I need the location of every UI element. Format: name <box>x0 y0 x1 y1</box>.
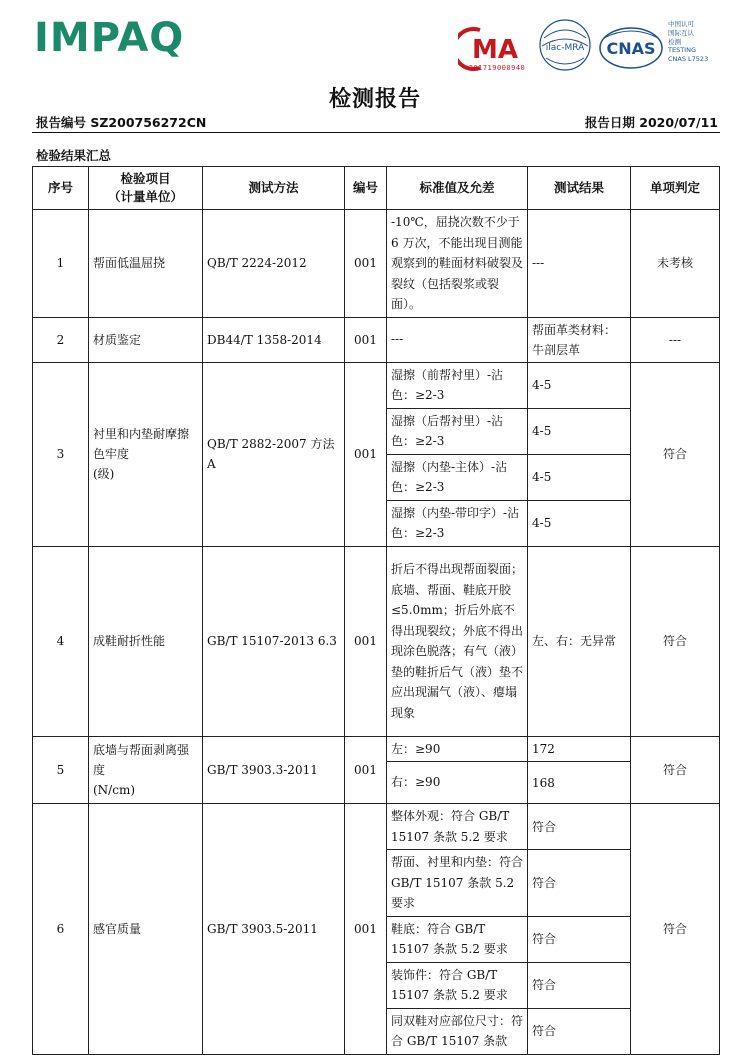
sample-code: 001 <box>345 362 387 546</box>
standard-value: 装饰件：符合 GB/T 15107 条款 5.2 要求 <box>387 962 528 1008</box>
row-number: 4 <box>33 546 89 736</box>
table-row <box>33 362 720 408</box>
table-row <box>33 546 720 736</box>
report-date: 报告日期 2020/07/11 <box>584 115 718 130</box>
standard-value: 湿擦（前帮衬里）-沾色：≥2-3 <box>387 362 528 408</box>
test-item: 成鞋耐折性能 <box>89 546 203 736</box>
cnas-line: CNAS L7523 <box>668 55 709 64</box>
test-result: 左、右：无异常 <box>528 546 631 736</box>
standard-value: 右：≥90 <box>387 762 528 804</box>
column-header: 单项判定 <box>631 167 720 210</box>
verdict: 符合 <box>631 546 720 736</box>
table-body <box>33 210 720 1055</box>
table-row <box>33 317 720 362</box>
column-header: 测试结果 <box>528 167 631 210</box>
table-row <box>33 210 720 318</box>
column-header: 检验项目 （计量单位） <box>89 167 203 210</box>
test-result: 符合 <box>528 962 631 1008</box>
verdict: 符合 <box>631 736 720 804</box>
column-header: 测试方法 <box>203 167 345 210</box>
column-header: 序号 <box>33 167 89 210</box>
table-row <box>33 804 720 850</box>
standard-value: 折后不得出现帮面裂面；底墙、帮面、鞋底开胶≤5.0mm；折后外底不得出现裂纹；外底不得出现涂色脱落；有气（液）垫的鞋折后气（液）垫不应出现漏气（液）、瘪塌现象 <box>387 546 528 736</box>
table-row <box>33 736 720 762</box>
sample-code: 001 <box>345 210 387 318</box>
report-number: 报告编号 SZ200756272CN <box>36 115 207 130</box>
verdict: 未考核 <box>631 210 720 318</box>
divider <box>32 132 720 133</box>
standard-value: -10℃，屈挠次数不少于 6 万次，不能出现目测能观察到的鞋面材料破裂及裂纹（包括裂浆或裂面）。 <box>387 210 528 318</box>
row-number: 1 <box>33 210 89 318</box>
test-result: 4-5 <box>528 454 631 500</box>
test-method: DB44/T 1358-2014 <box>203 317 345 362</box>
cnas-line: 检测 <box>668 37 681 46</box>
verdict: 符合 <box>631 804 720 1055</box>
row-number: 2 <box>33 317 89 362</box>
test-result: 符合 <box>528 850 631 917</box>
page-title: 检测报告 <box>328 87 421 112</box>
test-method: GB/T 15107-2013 6.3 <box>203 546 345 736</box>
cma-number: 201719000940 <box>468 64 526 72</box>
test-method: GB/T 3903.3-2011 <box>203 736 345 804</box>
sample-code: 001 <box>345 736 387 804</box>
cma-text: MA <box>472 35 518 65</box>
standard-value: 同双鞋对应部位尺寸：符合 GB/T 15107 条款 <box>387 1008 528 1054</box>
row-number: 6 <box>33 804 89 1055</box>
standard-value: 左：≥90 <box>387 736 528 762</box>
test-method: QB/T 2224-2012 <box>203 210 345 318</box>
test-item: 帮面低温屈挠 <box>89 210 203 318</box>
test-result: 168 <box>528 762 631 804</box>
cnas-line: TESTING <box>668 46 696 55</box>
verdict: --- <box>631 317 720 362</box>
standard-value: 湿擦（内垫-带印字）-沾色：≥2-3 <box>387 500 528 546</box>
cnas-line: 国际互认 <box>668 28 694 37</box>
test-result: 4-5 <box>528 362 631 408</box>
row-number: 3 <box>33 362 89 546</box>
test-result: 172 <box>528 736 631 762</box>
test-item: 衬里和内垫耐摩擦色牢度 (级) <box>89 362 203 546</box>
standard-value: 整体外观：符合 GB/T 15107 条款 5.2 要求 <box>387 804 528 850</box>
sample-code: 001 <box>345 804 387 1055</box>
standard-value: 湿擦（后帮衬里）-沾色：≥2-3 <box>387 408 528 454</box>
cnas-text: CNAS <box>606 39 656 58</box>
test-result: --- <box>528 210 631 318</box>
cnas-mark-icon <box>598 26 664 70</box>
ilac-text: ilac-MRA <box>545 43 585 53</box>
accreditation-marks <box>454 14 724 80</box>
sample-code: 001 <box>345 317 387 362</box>
test-item: 感官质量 <box>89 804 203 1055</box>
column-header: 编号 <box>345 167 387 210</box>
test-item: 材质鉴定 <box>89 317 203 362</box>
test-method: GB/T 3903.5-2011 <box>203 804 345 1055</box>
test-item: 底墙与帮面剥离强度 (N/cm) <box>89 736 203 804</box>
section-title: 检验结果汇总 <box>36 148 112 163</box>
test-result: 4-5 <box>528 408 631 454</box>
results-table <box>32 166 720 1055</box>
standard-value: 湿擦（内垫-主体）-沾色：≥2-3 <box>387 454 528 500</box>
test-result: 符合 <box>528 916 631 962</box>
verdict: 符合 <box>631 362 720 546</box>
standard-value: --- <box>387 317 528 362</box>
standard-value: 帮面、衬里和内垫：符合 GB/T 15107 条款 5.2 要求 <box>387 850 528 917</box>
table-header-row <box>33 167 720 210</box>
test-result: 符合 <box>528 804 631 850</box>
impaq-logo: IMPAQ <box>34 15 185 61</box>
cnas-caption <box>668 20 708 64</box>
test-result: 符合 <box>528 1008 631 1054</box>
ilac-mra-icon <box>538 18 592 78</box>
test-result: 4-5 <box>528 500 631 546</box>
test-method: QB/T 2882-2007 方法 A <box>203 362 345 546</box>
cnas-line: 中国认可 <box>668 20 694 28</box>
test-result: 帮面革类材料：牛剖层革 <box>528 317 631 362</box>
row-number: 5 <box>33 736 89 804</box>
standard-value: 鞋底：符合 GB/T 15107 条款 5.2 要求 <box>387 916 528 962</box>
column-header: 标准值及允差 <box>387 167 528 210</box>
sample-code: 001 <box>345 546 387 736</box>
